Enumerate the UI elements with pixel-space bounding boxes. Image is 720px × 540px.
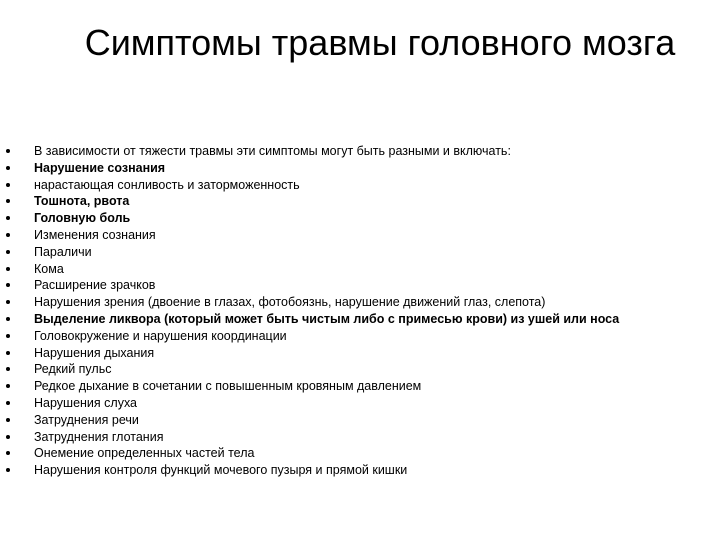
bullet-icon [6,267,10,271]
list-item-text: Нарушения слуха [34,395,138,410]
bullet-icon [6,233,10,237]
list-item-text: Головокружение и нарушения координации [34,328,287,343]
list-item-text: Нарушение сознания [34,160,166,175]
bullet-icon [6,334,10,338]
list-item-text: Выделение ликвора (который может быть чистым либо с примесью крови) из ушей или носа [34,311,620,326]
list-item [0,244,720,261]
list-item [0,143,720,160]
list-item-text: Нарушения зрения (двоение в глазах, фотобоязнь, нарушение движений глаз, слепота) [34,295,546,310]
bullet-icon [6,401,10,405]
list-item-text: Редкое дыхание в сочетании с повышенным кровяным давлением [34,379,422,394]
list-item-text: Тошнота, рвота [34,194,130,209]
list-item-text: нарастающая сонливость и заторможенность [34,177,300,192]
symptom-list [0,143,720,479]
list-item [0,462,720,479]
bullet-icon [6,384,10,388]
list-item [0,378,720,395]
list-item-text: Изменения сознания [34,227,156,242]
list-item-text: В зависимости от тяжести травмы эти симптомы могут быть разными и включать: [34,144,511,158]
list-item [0,193,720,210]
bullet-icon [6,199,10,203]
bullet-icon [6,149,10,153]
bullet-icon [6,300,10,304]
bullet-icon [6,451,10,455]
list-item-text: Нарушения контроля функций мочевого пузыря и прямой кишки [34,463,408,478]
list-item-text: Параличи [34,244,92,259]
list-item [0,345,720,362]
list-item-text: Затруднения речи [34,412,139,427]
list-item-text: Головную боль [34,211,131,226]
bullet-icon [6,435,10,439]
bullet-icon [6,250,10,254]
list-item-text: Онемение определенных частей тела [34,446,255,461]
bullet-icon [6,351,10,355]
list-item-text: Кома [34,261,64,276]
list-item-text: Затруднения глотания [34,429,164,444]
list-item [0,227,720,244]
list-item [0,412,720,429]
bullet-icon [6,468,10,472]
list-item [0,395,720,412]
list-item [0,160,720,177]
list-item-text: Нарушения дыхания [34,345,155,360]
list-item [0,177,720,194]
list-item [0,210,720,227]
list-item [0,261,720,278]
list-item [0,277,720,294]
list-item [0,445,720,462]
list-item [0,328,720,345]
bullet-icon [6,317,10,321]
bullet-icon [6,183,10,187]
bullet-icon [6,283,10,287]
list-item [0,294,720,311]
bullet-icon [6,216,10,220]
bullet-icon [6,166,10,170]
list-item-text: Редкий пульс [34,362,112,377]
bullet-icon [6,367,10,371]
list-item [0,361,720,378]
list-item [0,311,720,328]
bullet-icon [6,418,10,422]
list-item-text: Расширение зрачков [34,278,156,293]
list-item [0,429,720,446]
slide-title: Симптомы травмы головного мозга [84,22,676,63]
